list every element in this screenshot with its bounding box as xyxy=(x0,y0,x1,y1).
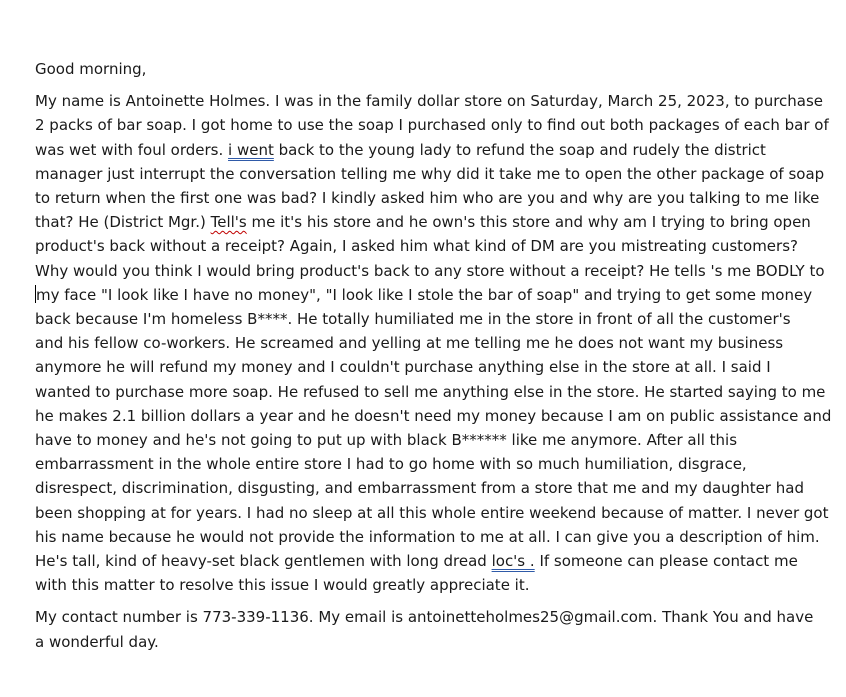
body-line: 2 packs of bar soap. I got home to use the soap I purchased only to find out both packages of each bar of xyxy=(35,116,829,135)
body-line: wanted to purchase more soap. He refused to sell me anything else in the store. He started saying to me xyxy=(35,382,826,401)
body-line: Why would you think I would bring product's back to any store without a receipt? He tells 's me BODLY to xyxy=(35,261,825,280)
body-line xyxy=(35,138,820,162)
greeting xyxy=(35,57,820,81)
spelling-flag-tells[interactable]: Tell's xyxy=(210,213,247,232)
body-line xyxy=(35,210,820,234)
greeting-text: Good morning, xyxy=(35,60,147,78)
letter-document[interactable] xyxy=(35,57,832,662)
body-line: anymore he will refund my money and I couldn't purchase anything else in the store at all. I said I xyxy=(35,358,771,377)
body-line: he makes 2.1 billion dollars a year and he doesn't need my money because I am on public assistance and xyxy=(35,406,832,425)
body-line: and his fellow co-workers. He screamed and yelling at me telling me he does not want my business xyxy=(35,334,784,353)
body-line: with this matter to resolve this issue I would greatly appreciate it. xyxy=(35,576,530,595)
closing-paragraph xyxy=(35,605,820,653)
body-line: disrespect, discrimination, disgusting, and embarrassment from a store that me and my daughter had xyxy=(35,479,804,498)
body-line: My name is Antoinette Holmes. I was in the family dollar store on Saturday, March 25, 2023, to purchase xyxy=(35,92,824,111)
body-line-segment: me it's his store and he own's this store and why am I trying to bring open xyxy=(246,213,811,232)
body-line-segment: If someone can please contact me xyxy=(534,552,798,571)
body-line: to return when the first one was bad? I kindly asked him who are you and why are you talking to me like xyxy=(35,189,820,208)
body-line: back because I'm homeless B****. He totally humiliated me in the store in front of all the customer's xyxy=(35,310,791,329)
body-line: been shopping at for years. I had no sleep at all this whole entire weekend because of matter. I never got xyxy=(35,503,829,522)
body-line-segment: my face "I look like I have no money", "I look like I stole the bar of soap" and trying to get some money xyxy=(36,285,813,304)
body-line: product's back without a receipt? Again, I asked him what kind of DM are you mistreating customers? xyxy=(35,237,798,256)
body-line-segment: was wet with foul orders. xyxy=(35,140,229,159)
body-line-segment: that? He (District Mgr.) xyxy=(35,213,211,232)
closing-line: a wonderful day. xyxy=(35,632,159,651)
body-line: his name because he would not provide the information to me at all. I can give you a description of him. xyxy=(35,527,820,546)
body-line-segment: He's tall, kind of heavy-set black gentlemen with long dread xyxy=(35,552,492,571)
grammar-flag-locs[interactable]: loc's . xyxy=(491,552,535,571)
body-line: manager just interrupt the conversation telling me why did it take me to open the other package of soap xyxy=(35,164,825,183)
body-line: have to money and he's not going to put up with black B****** like me anymore. After all this xyxy=(35,431,738,450)
closing-line: My contact number is 773-339-1136. My email is antoinetteholmes25@gmail.com. Thank You and have xyxy=(35,608,814,627)
grammar-flag-i-went[interactable]: i went xyxy=(228,140,274,159)
body-line: embarrassment in the whole entire store I had to go home with so much humiliation, disgrace, xyxy=(35,455,747,474)
body-line-with-cursor xyxy=(35,283,820,307)
body-paragraph xyxy=(35,89,832,597)
body-line xyxy=(35,549,820,573)
body-line-segment: back to the young lady to refund the soap and rudely the district xyxy=(273,140,766,159)
